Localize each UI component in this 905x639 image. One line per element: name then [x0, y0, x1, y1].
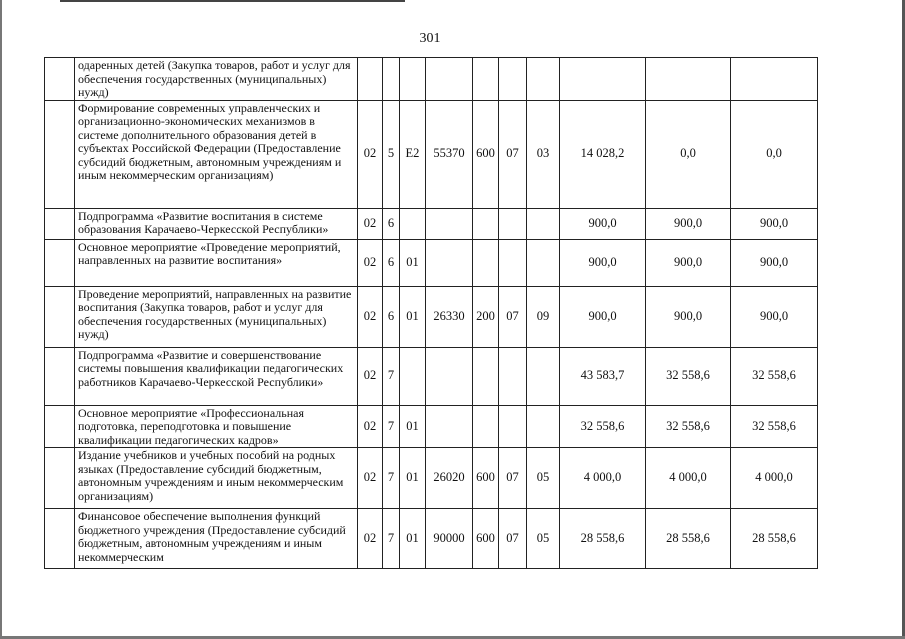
budget-table	[44, 57, 818, 569]
row-name: Подпрограмма «Развитие и совершенствование системы повышения квалификации педагогических работников Карачаево-Черкесской Республики»	[75, 347, 358, 405]
code-cell: 07	[499, 448, 527, 509]
blank-cell	[45, 100, 75, 208]
page-number: 301	[419, 31, 441, 46]
amount-cell: 900,0	[560, 239, 646, 286]
amount-cell: 0,0	[731, 100, 818, 208]
row-name: Основное мероприятие «Профессиональная подготовка, переподготовка и повышение квалификации педагогических кадров»	[75, 405, 358, 448]
code-cell: 02	[358, 347, 383, 405]
code-cell	[499, 58, 527, 101]
code-cell: 7	[383, 509, 400, 569]
code-cell: 600	[473, 448, 499, 509]
amount-cell: 4 000,0	[560, 448, 646, 509]
amount-cell: 900,0	[560, 208, 646, 239]
table-row	[45, 347, 818, 405]
code-cell: 07	[499, 509, 527, 569]
amount-cell	[646, 58, 731, 101]
code-cell	[473, 239, 499, 286]
code-cell: 02	[358, 448, 383, 509]
code-cell	[426, 239, 473, 286]
table-row	[45, 208, 818, 239]
row-name: Подпрограмма «Развитие воспитания в системе образования Карачаево-Черкесской Республики»	[75, 208, 358, 239]
table-row	[45, 239, 818, 286]
row-name: Формирование современных управленческих и организационно-экономических механизмов в системе дополнительного образования детей в субъектах Российской Федерации (Предоставление субсидий бюджетным, автономным учреждениям и иным некоммерческим организациям)	[75, 100, 358, 208]
code-cell: 02	[358, 405, 383, 448]
code-cell: 05	[527, 509, 560, 569]
amount-cell: 900,0	[560, 286, 646, 347]
blank-cell	[45, 208, 75, 239]
blank-cell	[45, 58, 75, 101]
code-cell: 05	[527, 448, 560, 509]
amount-cell: 4 000,0	[731, 448, 818, 509]
code-cell	[499, 208, 527, 239]
code-cell: 09	[527, 286, 560, 347]
code-cell	[400, 58, 426, 101]
code-cell	[473, 58, 499, 101]
amount-cell: 32 558,6	[731, 405, 818, 448]
blank-cell	[45, 239, 75, 286]
code-cell	[473, 208, 499, 239]
blank-cell	[45, 286, 75, 347]
code-cell: 26330	[426, 286, 473, 347]
amount-cell	[560, 58, 646, 101]
code-cell: 55370	[426, 100, 473, 208]
code-cell: 26020	[426, 448, 473, 509]
amount-cell: 0,0	[646, 100, 731, 208]
amount-cell: 32 558,6	[560, 405, 646, 448]
code-cell: 7	[383, 448, 400, 509]
amount-cell: 32 558,6	[731, 347, 818, 405]
code-cell	[400, 208, 426, 239]
code-cell: 01	[400, 405, 426, 448]
code-cell	[358, 58, 383, 101]
code-cell: 200	[473, 286, 499, 347]
code-cell: 01	[400, 286, 426, 347]
amount-cell: 4 000,0	[646, 448, 731, 509]
blank-cell	[45, 448, 75, 509]
amount-cell: 900,0	[646, 239, 731, 286]
amount-cell: 900,0	[731, 239, 818, 286]
code-cell	[383, 58, 400, 101]
table-row	[45, 286, 818, 347]
amount-cell: 14 028,2	[560, 100, 646, 208]
amount-cell: 900,0	[731, 208, 818, 239]
amount-cell: 28 558,6	[646, 509, 731, 569]
code-cell: 7	[383, 405, 400, 448]
code-cell: 7	[383, 347, 400, 405]
code-cell: 6	[383, 239, 400, 286]
row-name: Основное мероприятие «Проведение мероприятий, направленных на развитие воспитания»	[75, 239, 358, 286]
amount-cell: 900,0	[731, 286, 818, 347]
code-cell: 02	[358, 286, 383, 347]
amount-cell: 32 558,6	[646, 405, 731, 448]
code-cell	[426, 208, 473, 239]
code-cell	[527, 405, 560, 448]
code-cell	[426, 58, 473, 101]
amount-cell: 28 558,6	[560, 509, 646, 569]
code-cell: 01	[400, 448, 426, 509]
code-cell	[499, 347, 527, 405]
code-cell	[499, 239, 527, 286]
code-cell: 02	[358, 100, 383, 208]
table-row	[45, 100, 818, 208]
code-cell: 07	[499, 100, 527, 208]
code-cell: 01	[400, 509, 426, 569]
row-name: Издание учебников и учебных пособий на родных языках (Предоставление субсидий бюджетным, автономным учреждениям и иным некоммерческим организациям)	[75, 448, 358, 509]
code-cell: 5	[383, 100, 400, 208]
code-cell: E2	[400, 100, 426, 208]
code-cell: 90000	[426, 509, 473, 569]
code-cell: 6	[383, 286, 400, 347]
table-row	[45, 509, 818, 569]
blank-cell	[45, 405, 75, 448]
amount-cell: 28 558,6	[731, 509, 818, 569]
code-cell: 03	[527, 100, 560, 208]
amount-cell	[731, 58, 818, 101]
code-cell: 02	[358, 239, 383, 286]
scan-left-border	[0, 0, 2, 639]
code-cell	[426, 347, 473, 405]
code-cell	[527, 208, 560, 239]
code-cell	[473, 347, 499, 405]
scan-top-border	[60, 0, 405, 2]
row-name: Проведение мероприятий, направленных на развитие воспитания (Закупка товаров, работ и услуг для обеспечения государственных (муниципальных) нужд)	[75, 286, 358, 347]
code-cell: 01	[400, 239, 426, 286]
code-cell	[527, 58, 560, 101]
code-cell: 02	[358, 509, 383, 569]
table-row	[45, 405, 818, 448]
amount-cell: 43 583,7	[560, 347, 646, 405]
code-cell	[473, 405, 499, 448]
code-cell: 07	[499, 286, 527, 347]
blank-cell	[45, 509, 75, 569]
code-cell	[400, 347, 426, 405]
code-cell	[527, 239, 560, 286]
blank-cell	[45, 347, 75, 405]
row-name: Финансовое обеспечение выполнения функций бюджетного учреждения (Предоставление субсидий бюджетным, автономным учреждениям и иным некоммерческим	[75, 509, 358, 569]
amount-cell: 900,0	[646, 286, 731, 347]
code-cell	[527, 347, 560, 405]
code-cell: 600	[473, 509, 499, 569]
code-cell: 6	[383, 208, 400, 239]
code-cell	[499, 405, 527, 448]
code-cell	[426, 405, 473, 448]
amount-cell: 900,0	[646, 208, 731, 239]
row-name: одаренных детей (Закупка товаров, работ и услуг для обеспечения государственных (муниципальных) нужд)	[75, 58, 358, 101]
table-row	[45, 58, 818, 101]
code-cell: 600	[473, 100, 499, 208]
amount-cell: 32 558,6	[646, 347, 731, 405]
table-row	[45, 448, 818, 509]
code-cell: 02	[358, 208, 383, 239]
